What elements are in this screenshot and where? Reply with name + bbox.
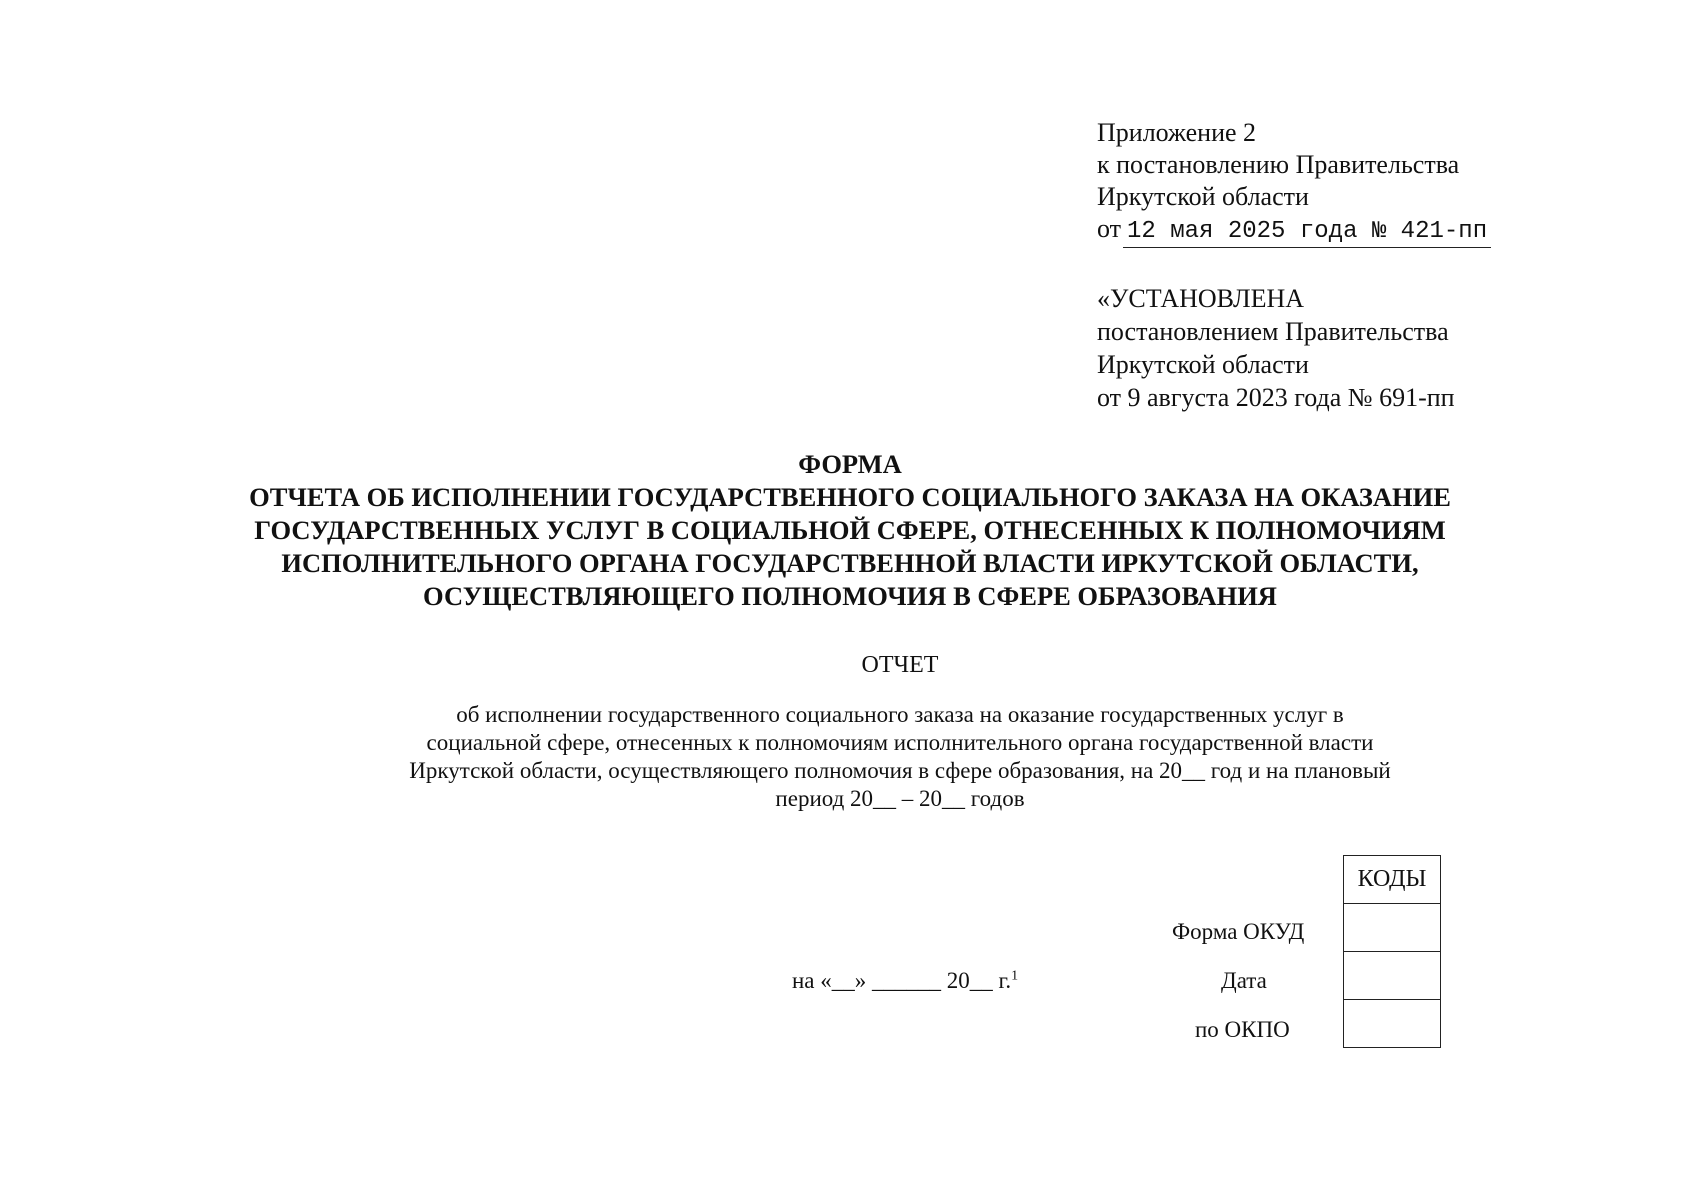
okpo-label: по ОКПО [1195, 1017, 1290, 1042]
form-title-line-3: ГОСУДАРСТВЕННЫХ УСЛУГ В СОЦИАЛЬНОЙ СФЕРЕ, ОТНЕСЕННЫХ К ПОЛНОМОЧИЯМ [254, 515, 1446, 545]
established-block [1097, 282, 1537, 414]
form-title [200, 448, 1500, 613]
appendix-line-3: Иркутской области [1097, 182, 1309, 211]
okpo-row [1344, 1000, 1441, 1048]
date-row [1344, 952, 1441, 1000]
footnote-marker: 1 [1011, 968, 1019, 984]
appendix-date-prefix: от [1097, 214, 1122, 243]
appendix-line-2: к постановлению Правительства [1097, 150, 1460, 179]
form-title-line-1: ФОРМА [798, 449, 902, 479]
okud-row [1344, 904, 1441, 952]
established-line-1: «УСТАНОВЛЕНА [1097, 284, 1305, 313]
appendix-date-value: 12 мая 2025 года № 421-пп [1123, 217, 1491, 248]
codes-header-cell: КОДЫ [1344, 856, 1441, 904]
report-date-field [792, 966, 1018, 996]
established-line-4: от 9 августа 2023 года № 691-пп [1097, 383, 1455, 412]
report-description-line-2: социальной сфере, отнесенных к полномочиям исполнительного органа государственной власти [426, 730, 1374, 755]
report-date-text: на «__» ______ 20__ г. [792, 968, 1012, 993]
report-description-line-1: об исполнении государственного социального заказа на оказание государственных услуг в [456, 702, 1344, 727]
form-title-line-5: ОСУЩЕСТВЛЯЮЩЕГО ПОЛНОМОЧИЯ В СФЕРЕ ОБРАЗОВАНИЯ [423, 581, 1277, 611]
report-heading: ОТЧЕТ [861, 652, 939, 678]
appendix-line-1: Приложение 2 [1097, 118, 1257, 147]
report-description [300, 701, 1500, 813]
date-code-label: Дата [1221, 968, 1267, 993]
date-value-cell[interactable] [1344, 952, 1441, 1000]
report-description-line-3: Иркутской области, осуществляющего полномочия в сфере образования, на 20__ год и на плановый [409, 758, 1391, 783]
okud-label: Форма ОКУД [1172, 919, 1305, 944]
okud-value-cell[interactable] [1344, 904, 1441, 952]
established-line-2: постановлением Правительства [1097, 317, 1449, 346]
codes-table [1343, 855, 1441, 1048]
form-title-line-4: ИСПОЛНИТЕЛЬНОГО ОРГАНА ГОСУДАРСТВЕННОЙ ВЛАСТИ ИРКУТСКОЙ ОБЛАСТИ, [281, 548, 1419, 578]
appendix-date-line [1097, 213, 1517, 248]
form-title-line-2: ОТЧЕТА ОБ ИСПОЛНЕНИИ ГОСУДАРСТВЕННОГО СОЦИАЛЬНОГО ЗАКАЗА НА ОКАЗАНИЕ [249, 482, 1451, 512]
codes-header-row [1344, 856, 1441, 904]
report-description-line-4: период 20__ – 20__ годов [775, 786, 1025, 811]
established-line-3: Иркутской области [1097, 350, 1309, 379]
appendix-block [1097, 117, 1517, 248]
okpo-value-cell[interactable] [1344, 1000, 1441, 1048]
